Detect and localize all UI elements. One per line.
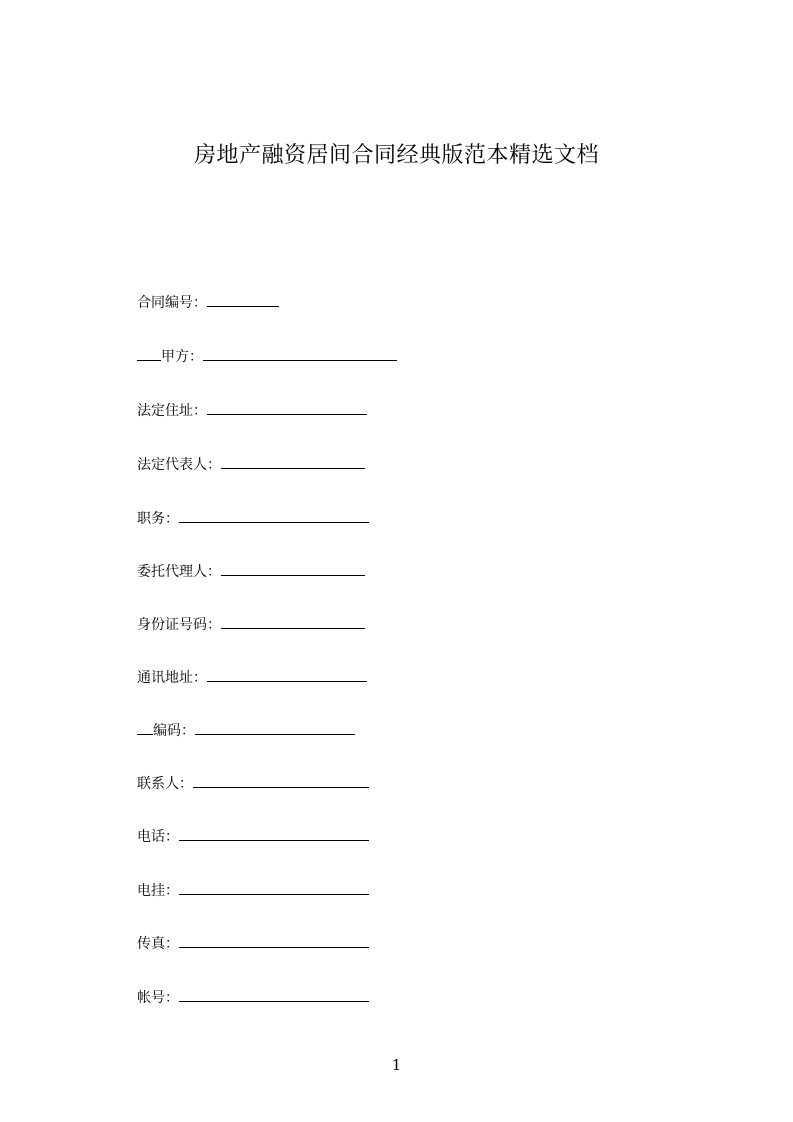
legal-address-field (137, 398, 367, 420)
blank-line (179, 985, 369, 1002)
fax-field (137, 931, 369, 953)
authorized-agent-field (137, 559, 365, 581)
blank-line (221, 559, 365, 576)
field-label: 职务： (137, 511, 179, 527)
field-label: 联系人： (137, 776, 193, 792)
blank-line (221, 452, 365, 469)
mailing-address-field (137, 665, 367, 687)
position-field (137, 506, 369, 528)
field-label: 身份证号码： (137, 617, 221, 633)
leading-blank-line (137, 718, 153, 735)
field-label: 甲方： (161, 349, 203, 365)
blank-line (203, 344, 397, 361)
blank-line (221, 612, 365, 629)
contact-person-field (137, 771, 369, 793)
blank-line (179, 824, 369, 841)
party-a-field (137, 344, 397, 366)
blank-line (179, 931, 369, 948)
field-label: 法定代表人： (137, 457, 221, 473)
field-label: 通讯地址： (137, 670, 207, 686)
field-label: 电挂： (137, 883, 179, 899)
blank-line (193, 771, 369, 788)
blank-line (207, 290, 279, 307)
document-title: 房地产融资居间合同经典版范本精选文档 (193, 143, 599, 168)
id-number-field (137, 612, 365, 634)
postal-code-field (137, 718, 355, 740)
legal-representative-field (137, 452, 365, 474)
field-label: 电话： (137, 829, 179, 845)
leading-blank-line (137, 344, 161, 361)
field-label: 合同编号： (137, 295, 207, 311)
field-label: 委托代理人： (137, 564, 221, 580)
blank-line (195, 718, 355, 735)
telegraph-field (137, 878, 369, 900)
page-number: 1 (391, 1056, 402, 1074)
field-label: 法定住址： (137, 403, 207, 419)
field-label: 编码： (153, 723, 195, 739)
phone-field (137, 824, 369, 846)
blank-line (207, 398, 367, 415)
contract-number-field (137, 290, 279, 312)
account-number-field (137, 985, 369, 1007)
blank-line (207, 665, 367, 682)
field-label: 帐号： (137, 990, 179, 1006)
blank-line (179, 878, 369, 895)
field-label: 传真： (137, 936, 179, 952)
blank-line (179, 506, 369, 523)
